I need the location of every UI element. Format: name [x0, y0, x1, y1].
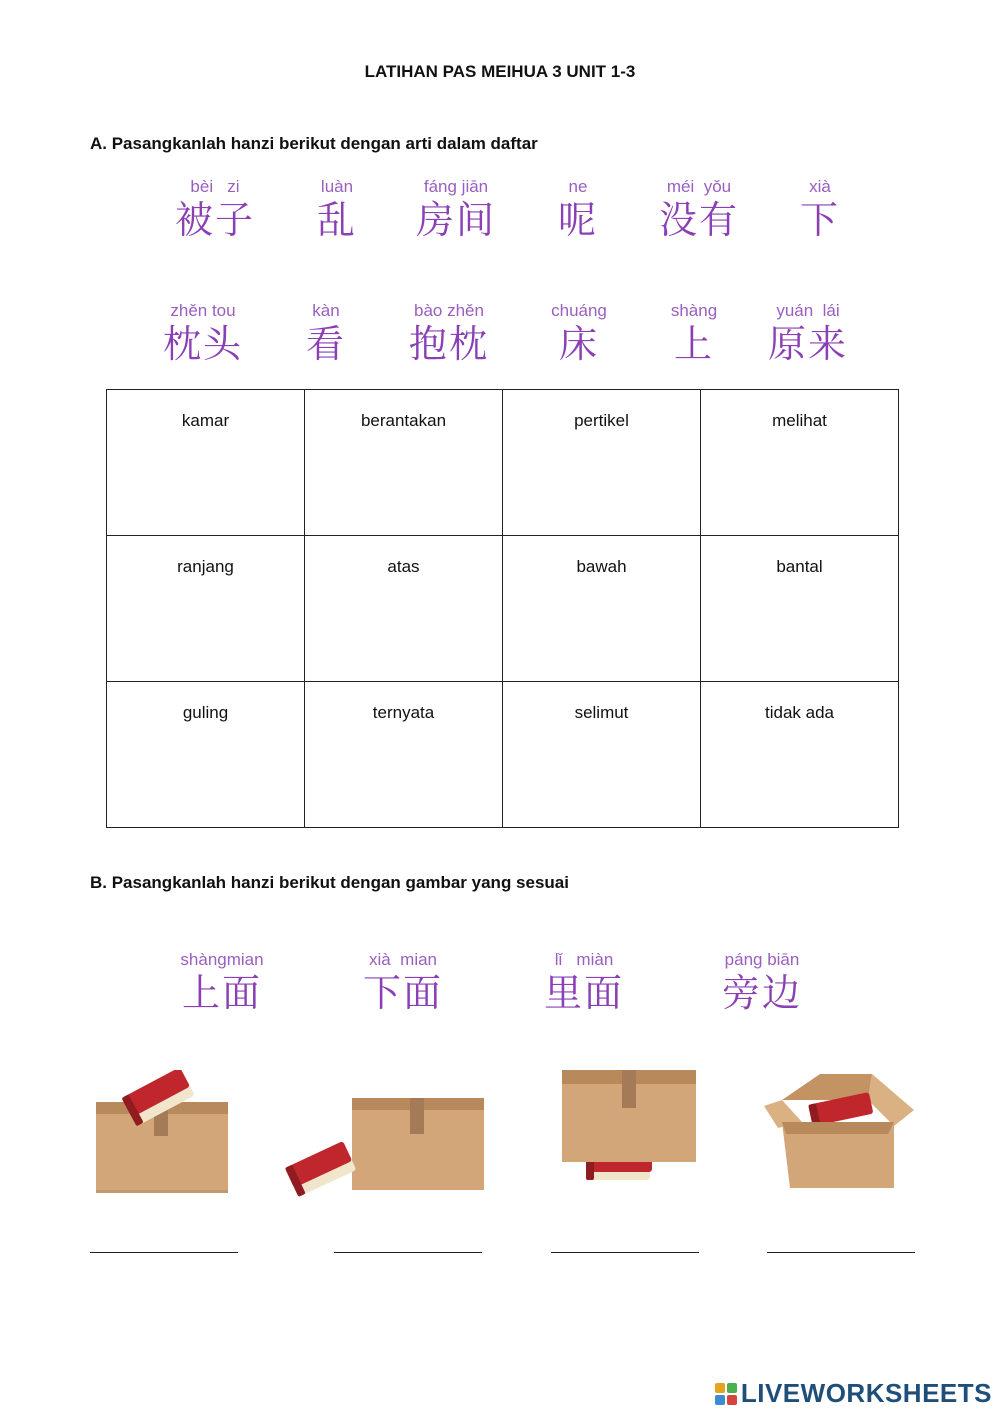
vocab-word — [266, 300, 386, 366]
hanzi: 上面 — [181, 971, 262, 1015]
pinyin: chuáng — [551, 301, 607, 320]
position-word[interactable] — [343, 949, 463, 1015]
position-word[interactable] — [162, 949, 282, 1015]
meaning-cell[interactable]: kamar — [107, 390, 305, 536]
pinyin: kàn — [312, 301, 340, 320]
meaning-table — [106, 389, 899, 828]
book-in-box-image — [762, 1070, 922, 1200]
pinyin: xià — [809, 177, 831, 196]
pinyin: luàn — [320, 177, 354, 196]
vocab-word — [143, 300, 263, 366]
vocab-word — [639, 176, 759, 242]
hanzi: 呢 — [557, 198, 598, 242]
hanzi: 没有 — [658, 198, 739, 242]
book-beside-box-image — [282, 1090, 492, 1200]
hanzi: 下 — [799, 198, 840, 242]
vocab-word — [518, 176, 638, 242]
pinyin: fáng jiān — [423, 177, 489, 196]
meaning-cell[interactable]: melihat — [701, 390, 899, 536]
page-title: LATIHAN PAS MEIHUA 3 UNIT 1-3 — [364, 62, 636, 81]
meaning-cell[interactable]: bantal — [701, 536, 899, 682]
meaning-cell[interactable]: selimut — [503, 682, 701, 828]
pinyin: bào zhěn — [414, 301, 484, 320]
table-row — [107, 390, 899, 536]
vocab-word — [155, 176, 275, 242]
vocab-word — [396, 176, 516, 242]
vocab-word — [519, 300, 639, 366]
hanzi: 旁边 — [721, 971, 802, 1015]
vocab-word — [760, 176, 880, 242]
vocab-word — [634, 300, 754, 366]
hanzi: 床 — [558, 322, 599, 366]
answer-blank[interactable] — [767, 1238, 915, 1253]
pinyin: yuán lái — [776, 301, 840, 320]
pinyin: shàng — [670, 301, 718, 320]
meaning-cell[interactable]: pertikel — [503, 390, 701, 536]
meaning-cell[interactable]: ternyata — [305, 682, 503, 828]
table-row — [107, 536, 899, 682]
meaning-cell[interactable]: bawah — [503, 536, 701, 682]
table-row — [107, 682, 899, 828]
hanzi: 里面 — [543, 971, 624, 1015]
hanzi: 上 — [673, 322, 714, 366]
logo-text: LIVEWORKSHEETS — [740, 1378, 992, 1408]
vocab-word — [277, 176, 397, 242]
pinyin: xià mian — [368, 950, 438, 969]
hanzi: 房间 — [415, 198, 496, 242]
book-on-box-image — [88, 1070, 238, 1200]
hanzi: 枕头 — [162, 322, 243, 366]
meaning-cell[interactable]: atas — [305, 536, 503, 682]
pinyin: zhěn tou — [170, 301, 236, 320]
hanzi: 原来 — [767, 322, 848, 366]
vocab-word — [748, 300, 868, 366]
hanzi: 乱 — [316, 198, 357, 242]
pinyin: páng biān — [724, 950, 800, 969]
meaning-cell[interactable]: ranjang — [107, 536, 305, 682]
vocab-word — [389, 300, 509, 366]
book-under-box-image — [556, 1066, 706, 1196]
meaning-cell[interactable]: guling — [107, 682, 305, 828]
position-word[interactable] — [702, 949, 822, 1015]
liveworksheets-logo — [715, 1378, 992, 1409]
hanzi: 看 — [305, 322, 346, 366]
hanzi: 下面 — [362, 971, 443, 1015]
hanzi: 抱枕 — [408, 322, 489, 366]
logo-squares-icon — [715, 1383, 737, 1405]
meaning-cell[interactable]: berantakan — [305, 390, 503, 536]
answer-blank[interactable] — [551, 1238, 699, 1253]
pinyin: lǐ miàn — [554, 950, 614, 969]
section-a-heading: A. Pasangkanlah hanzi berikut dengan arti dalam daftar — [90, 134, 538, 153]
answer-blank[interactable] — [90, 1238, 238, 1253]
pinyin: shàngmian — [180, 950, 264, 969]
pinyin: bèi zi — [190, 177, 240, 196]
position-word[interactable] — [524, 949, 644, 1015]
hanzi: 被子 — [174, 198, 255, 242]
pinyin: méi yǒu — [666, 177, 732, 196]
meaning-cell[interactable]: tidak ada — [701, 682, 899, 828]
section-b-heading: B. Pasangkanlah hanzi berikut dengan gambar yang sesuai — [90, 873, 569, 892]
answer-blank[interactable] — [334, 1238, 482, 1253]
pinyin: ne — [568, 177, 588, 196]
